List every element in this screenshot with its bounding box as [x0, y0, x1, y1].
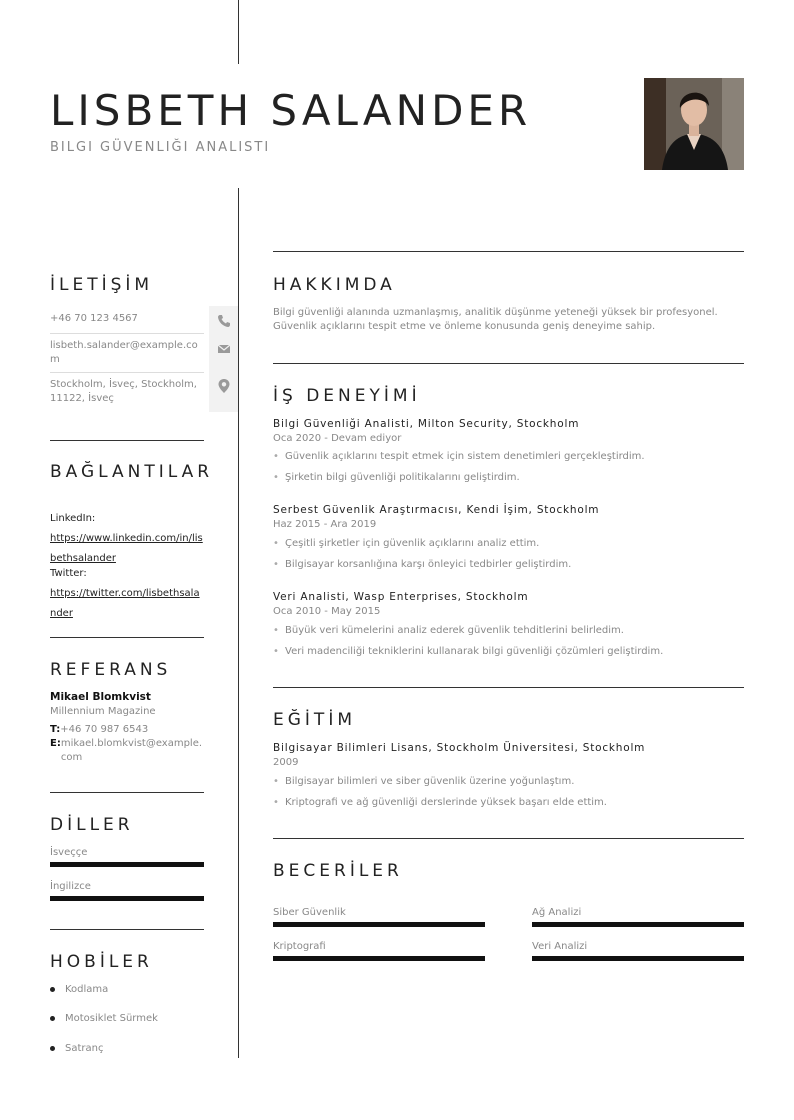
skill-name: Ağ Analizi — [532, 907, 582, 918]
column-divider-line — [238, 188, 239, 1058]
bullet-dot — [50, 1046, 55, 1051]
section-rule — [273, 838, 744, 839]
education-year: 2009 — [273, 757, 299, 768]
job-entry-date: Haz 2015 - Ara 2019 — [273, 519, 377, 530]
languages-heading: DİLLER — [50, 815, 134, 835]
envelope-icon — [217, 342, 231, 356]
portrait-image — [644, 78, 744, 170]
job-title-heading: BILGI GÜVENLIĞI ANALISTI — [50, 140, 271, 155]
language-name: İsveççe — [50, 847, 88, 858]
bullet-dot — [50, 987, 55, 992]
section-rule — [50, 929, 204, 930]
contact-phone[interactable]: +46 70 123 4567 — [50, 313, 138, 324]
reference-name: Mikael Blomkvist — [50, 691, 151, 703]
hobby-item: Kodlama — [50, 984, 108, 995]
skill-name: Kriptografi — [273, 941, 326, 952]
job-entry-date: Oca 2020 - Devam ediyor — [273, 433, 402, 444]
twitter-label: Twitter: — [50, 568, 87, 579]
skill-name: Veri Analizi — [532, 941, 588, 952]
job-entry-date: Oca 2010 - May 2015 — [273, 606, 381, 617]
job-bullet: • Güvenlik açıklarını tespit etmek için sistem denetimleri gerçekleştirdim. — [273, 451, 645, 462]
hobby-item: Satranç — [50, 1043, 103, 1054]
hobby-item: Motosiklet Sürmek — [50, 1013, 158, 1024]
hobbies-heading: HOBİLER — [50, 952, 153, 972]
top-divider-line — [238, 0, 239, 64]
skill-level-bar — [532, 956, 744, 961]
education-degree: Bilgisayar Bilimleri Lisans, Stockholm Üniversitesi, Stockholm — [273, 742, 646, 754]
education-heading: EĞİTİM — [273, 710, 356, 730]
section-rule — [50, 792, 204, 793]
job-bullet: • Çeşitli şirketler için güvenlik açıklarını analiz ettim. — [273, 538, 540, 549]
job-entry-title: Veri Analisti, Wasp Enterprises, Stockholm — [273, 591, 529, 603]
person-name: LISBETH SALANDER — [50, 86, 532, 135]
location-pin-icon — [217, 378, 231, 394]
reference-company: Millennium Magazine — [50, 706, 156, 717]
linkedin-label: LinkedIn: — [50, 513, 96, 524]
links-heading: BAĞLANTILAR — [50, 462, 214, 482]
job-entry-title: Serbest Güvenlik Araştırmacısı, Kendi İşim, Stockholm — [273, 504, 600, 516]
skill-level-bar — [273, 922, 485, 927]
experience-heading: İŞ DENEYİMİ — [273, 386, 421, 406]
job-bullet: • Şirketin bilgi güvenliği politikalarını geliştirdim. — [273, 472, 520, 483]
skill-level-bar — [532, 922, 744, 927]
skills-heading: BECERİLER — [273, 861, 403, 881]
twitter-link[interactable]: https://twitter.com/lisbethsalander — [50, 588, 200, 619]
reference-email: E: mikael.blomkvist@example.com — [50, 738, 203, 763]
contact-separator — [50, 372, 204, 373]
language-level-bar — [50, 896, 204, 901]
section-rule — [273, 251, 744, 252]
contact-heading: İLETİŞİM — [50, 275, 154, 295]
bullet-dot — [50, 1016, 55, 1021]
section-rule — [50, 440, 204, 441]
language-name: İngilizce — [50, 881, 91, 892]
contact-address: Stockholm, İsveç, Stockholm, 11122, İsveç — [50, 379, 197, 404]
job-bullet: • Büyük veri kümelerini analiz ederek güvenlik tehditlerini belirledim. — [273, 625, 624, 636]
contact-email[interactable]: lisbeth.salander@example.com — [50, 340, 198, 365]
language-level-bar — [50, 862, 204, 867]
education-bullet: • Kriptografi ve ağ güvenliği derslerinde yüksek başarı elde ettim. — [273, 797, 607, 808]
skill-level-bar — [273, 956, 485, 961]
section-rule — [273, 687, 744, 688]
contact-icon-column — [209, 306, 238, 412]
reference-heading: REFERANS — [50, 660, 172, 680]
contact-separator — [50, 333, 204, 334]
about-heading: HAKKIMDA — [273, 275, 396, 295]
profile-photo — [644, 78, 744, 170]
job-bullet: • Veri madenciliği tekniklerini kullanarak bilgi güvenliği çözümleri geliştirdim. — [273, 646, 664, 657]
reference-phone: T:+46 70 987 6543 — [50, 724, 149, 735]
education-bullet: • Bilgisayar bilimleri ve siber güvenlik üzerine yoğunlaştım. — [273, 776, 575, 787]
about-text: Bilgi güvenliği alanında uzmanlaşmış, analitik düşünme yeteneği yüksek bir profesyonel. Güvenlik açıklarını tespit etme ve önleme konusunda geniş deneyime sahip. — [273, 307, 718, 332]
job-bullet: • Bilgisayar korsanlığına karşı önleyici tedbirler geliştirdim. — [273, 559, 572, 570]
section-rule — [273, 363, 744, 364]
job-entry-title: Bilgi Güvenliği Analisti, Milton Security, Stockholm — [273, 418, 580, 430]
section-rule — [50, 637, 204, 638]
linkedin-link[interactable]: https://www.linkedin.com/in/lisbethsalander — [50, 533, 203, 564]
skill-name: Siber Güvenlik — [273, 907, 346, 918]
phone-icon — [217, 314, 231, 328]
